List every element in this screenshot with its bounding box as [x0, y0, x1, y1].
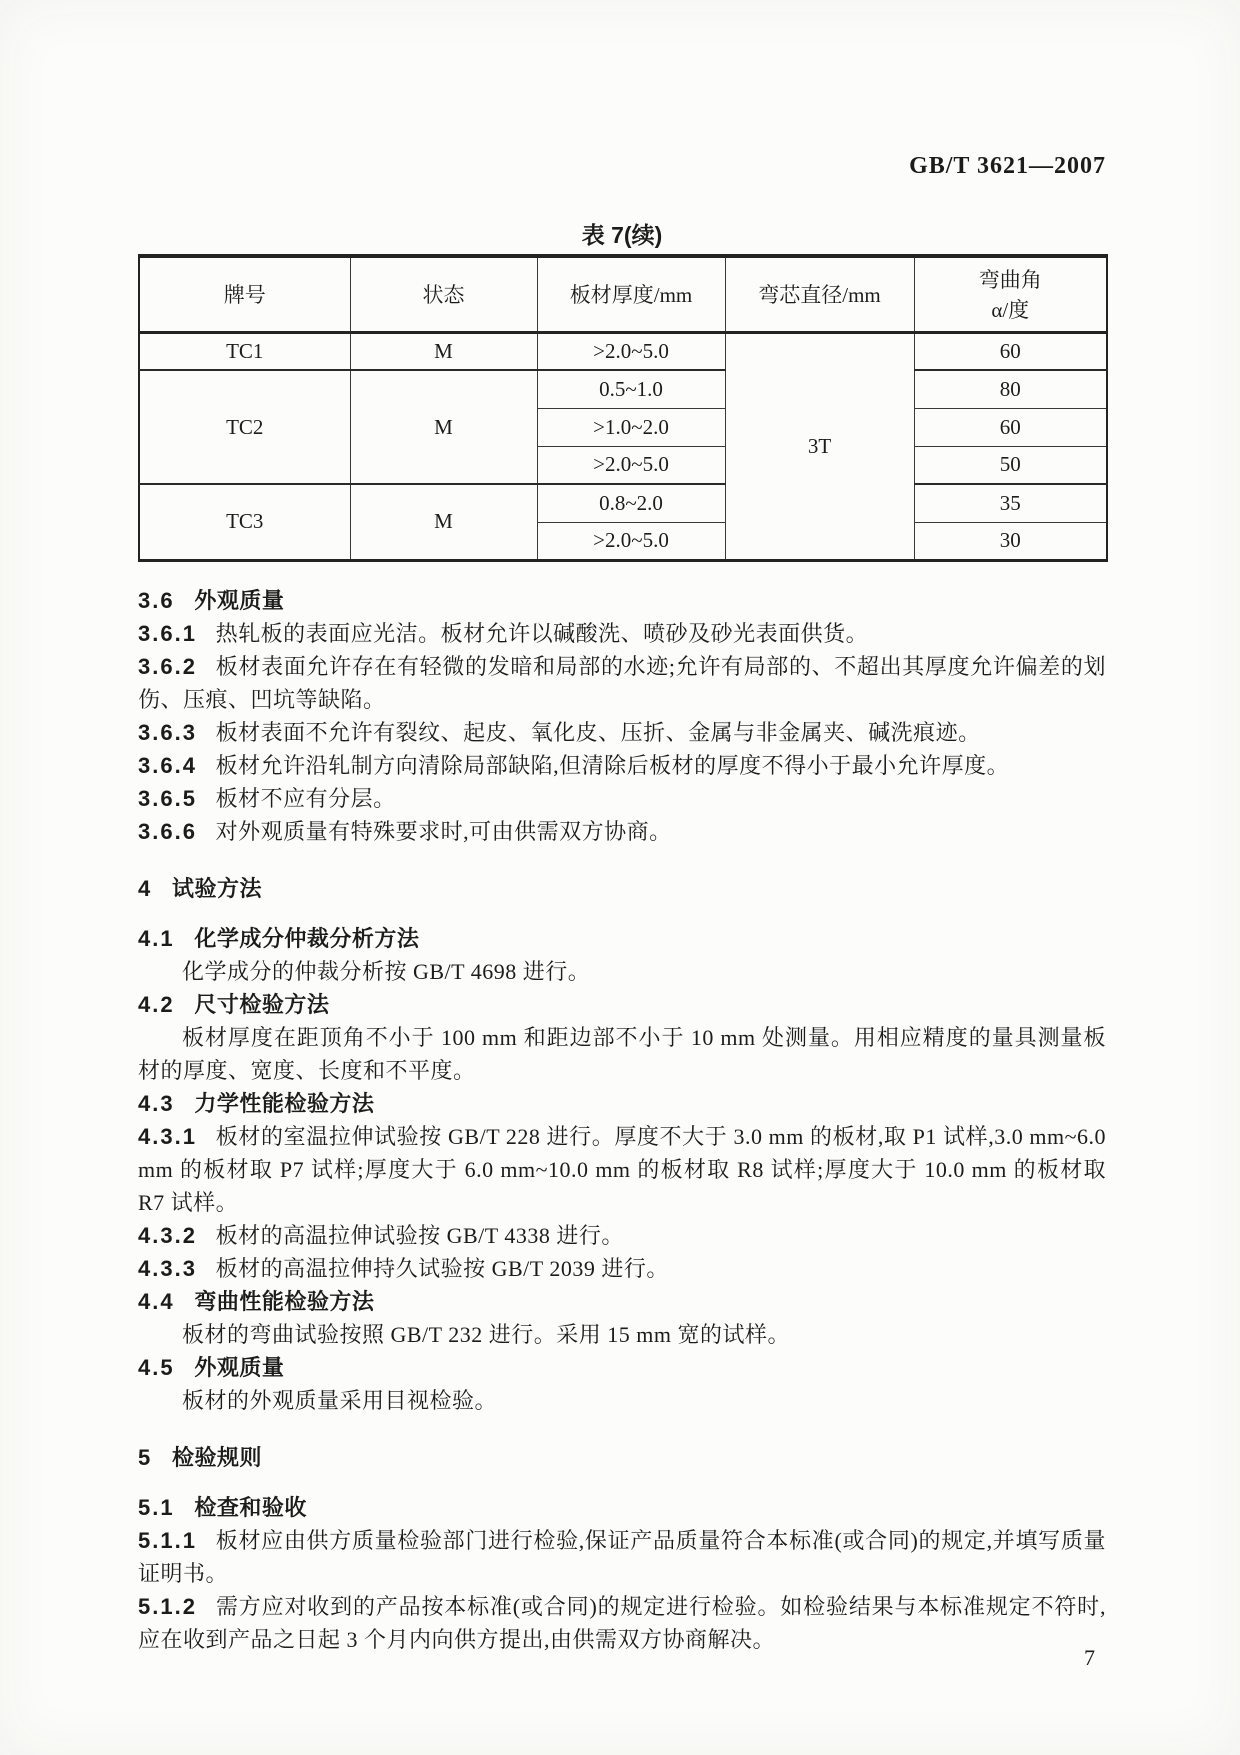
section-number: 4.3 — [138, 1090, 175, 1116]
col-header-thickness: 板材厚度/mm — [537, 256, 725, 332]
state-cell: M — [350, 370, 537, 484]
section-heading-4.5 — [138, 1351, 1106, 1384]
bend-angle-cell: 60 — [914, 408, 1107, 446]
clause-number: 5.1.2 — [138, 1593, 197, 1619]
clause-5.1.1: 5.1.1 板材应由供方质量检验部门进行检验,保证产品质量符合本标准(或合同)的规定,并填写质量证明书。 — [138, 1527, 1106, 1586]
col-header-state: 状态 — [350, 256, 537, 332]
bend-angle-cell: 50 — [914, 446, 1107, 484]
section-heading-4.3 — [138, 1087, 1106, 1120]
paragraph: 板材厚度在距顶角不小于 100 mm 和距边部不小于 10 mm 处测量。用相应精度的量具测量板材的厚度、宽度、长度和不平度。 — [138, 1024, 1106, 1083]
section-heading-5 — [138, 1441, 1106, 1474]
section-title: 弯曲性能检验方法 — [194, 1288, 375, 1314]
clause-number: 3.6.1 — [138, 620, 197, 646]
table-row — [139, 370, 1107, 408]
col-header-bend-core-diameter: 弯芯直径/mm — [725, 256, 914, 332]
bend-angle-cell: 30 — [914, 522, 1107, 560]
section-title: 检查和验收 — [194, 1494, 307, 1520]
clause-number: 4.3.3 — [138, 1255, 197, 1281]
thickness-cell: >2.0~5.0 — [537, 522, 725, 560]
table-header-row — [139, 256, 1107, 332]
col-header-brand: 牌号 — [139, 256, 350, 332]
clause-4.3.2: 4.3.2 板材的高温拉伸试验按 GB/T 4338 进行。 — [138, 1222, 624, 1248]
col-header-bend-angle — [914, 256, 1107, 332]
clause-5.1.2: 5.1.2 需方应对收到的产品按本标准(或合同)的规定进行检验。如检验结果与本标准规定不符时,应在收到产品之日起 3 个月内向供方提出,由供需双方协商解决。 — [138, 1593, 1106, 1652]
clause-number: 3.6.4 — [138, 752, 197, 778]
col-header-bend-angle-line1: 弯曲角 — [978, 268, 1042, 293]
clause-3.6.5: 3.6.5 板材不应有分层。 — [138, 785, 396, 811]
table-row — [139, 332, 1107, 370]
clause-number: 3.6.6 — [138, 818, 197, 844]
section-heading-4.1 — [138, 922, 1106, 955]
bend-angle-cell: 80 — [914, 370, 1107, 408]
clause-3.6.4: 3.6.4 板材允许沿轧制方向清除局部缺陷,但清除后板材的厚度不得小于最小允许厚度。 — [138, 752, 1010, 778]
section-heading-4.2 — [138, 988, 1106, 1021]
clause-number: 4.3.2 — [138, 1222, 197, 1248]
clause-3.6.3: 3.6.3 板材表面不允许有裂纹、起皮、氧化皮、压折、金属与非金属夹、碱洗痕迹。 — [138, 719, 981, 745]
section-number: 4.2 — [138, 991, 175, 1017]
clause-4.3.1: 4.3.1 板材的室温拉伸试验按 GB/T 228 进行。厚度不大于 3.0 mm 的板材,取 P1 试样,3.0 mm~6.0 mm 的板材取 P7 试样;厚度大于 6.0 mm~10.0 mm 的板材取 R8 试样;厚度大于 10.0 mm 的板材取 R7 试样。 — [138, 1123, 1106, 1215]
thickness-cell: 0.5~1.0 — [537, 370, 725, 408]
section-title: 尺寸检验方法 — [194, 991, 330, 1017]
brand-cell: TC2 — [139, 370, 350, 484]
paragraph: 板材的外观质量采用目视检验。 — [182, 1387, 498, 1413]
section-heading-3.6 — [138, 584, 1106, 617]
thickness-cell: 0.8~2.0 — [537, 484, 725, 522]
section-title: 试验方法 — [172, 875, 263, 901]
clause-3.6.2: 3.6.2 板材表面允许存在有轻微的发暗和局部的水迹;允许有局部的、不超出其厚度允许偏差的划伤、压痕、凹坑等缺陷。 — [138, 653, 1106, 712]
section-number: 4 — [138, 875, 153, 901]
clause-3.6.1: 3.6.1 热轧板的表面应光洁。板材允许以碱酸洗、喷砂及砂光表面供货。 — [138, 620, 869, 646]
section-number: 3.6 — [138, 587, 175, 613]
section-title: 外观质量 — [194, 587, 285, 613]
table-title: 表 7(续) — [581, 222, 663, 248]
section-heading-4.4 — [138, 1285, 1106, 1318]
section-number: 4.1 — [138, 925, 175, 951]
clause-number: 3.6.2 — [138, 653, 197, 679]
bend-core-diameter-cell: 3T — [725, 332, 914, 560]
paragraph: 化学成分的仲裁分析按 GB/T 4698 进行。 — [182, 958, 591, 984]
table7 — [138, 254, 1108, 562]
clause-number: 3.6.3 — [138, 719, 197, 745]
section-heading-5.1 — [138, 1491, 1106, 1524]
thickness-cell: >2.0~5.0 — [537, 332, 725, 370]
brand-cell: TC3 — [139, 484, 350, 560]
section-title: 外观质量 — [194, 1354, 285, 1380]
clause-4.3.3: 4.3.3 板材的高温拉伸持久试验按 GB/T 2039 进行。 — [138, 1255, 669, 1281]
paragraph: 板材的弯曲试验按照 GB/T 232 进行。采用 15 mm 宽的试样。 — [182, 1321, 790, 1347]
bend-angle-cell: 35 — [914, 484, 1107, 522]
table7-body — [139, 332, 1107, 560]
clause-number: 4.3.1 — [138, 1123, 197, 1149]
clause-3.6.6: 3.6.6 对外观质量有特殊要求时,可由供需双方协商。 — [138, 818, 672, 844]
sections — [138, 584, 1106, 1656]
section-number: 4.5 — [138, 1354, 175, 1380]
section-title: 力学性能检验方法 — [194, 1090, 375, 1116]
page-content — [138, 0, 1106, 1656]
clause-number: 3.6.5 — [138, 785, 197, 811]
standard-number: GB/T 3621—2007 — [909, 153, 1106, 179]
section-number: 5.1 — [138, 1494, 175, 1520]
thickness-cell: >2.0~5.0 — [537, 446, 725, 484]
section-number: 5 — [138, 1444, 153, 1470]
thickness-cell: >1.0~2.0 — [537, 408, 725, 446]
section-title: 检验规则 — [172, 1444, 263, 1470]
state-cell: M — [350, 484, 537, 560]
col-header-bend-angle-line2: α/度 — [991, 298, 1030, 323]
bend-angle-cell: 60 — [914, 332, 1107, 370]
state-cell: M — [350, 332, 537, 370]
section-heading-4 — [138, 872, 1106, 905]
brand-cell: TC1 — [139, 332, 350, 370]
section-number: 4.4 — [138, 1288, 175, 1314]
page-number: 7 — [1084, 1645, 1095, 1670]
table-row — [139, 484, 1107, 522]
section-title: 化学成分仲裁分析方法 — [194, 925, 420, 951]
clause-number: 5.1.1 — [138, 1527, 197, 1553]
